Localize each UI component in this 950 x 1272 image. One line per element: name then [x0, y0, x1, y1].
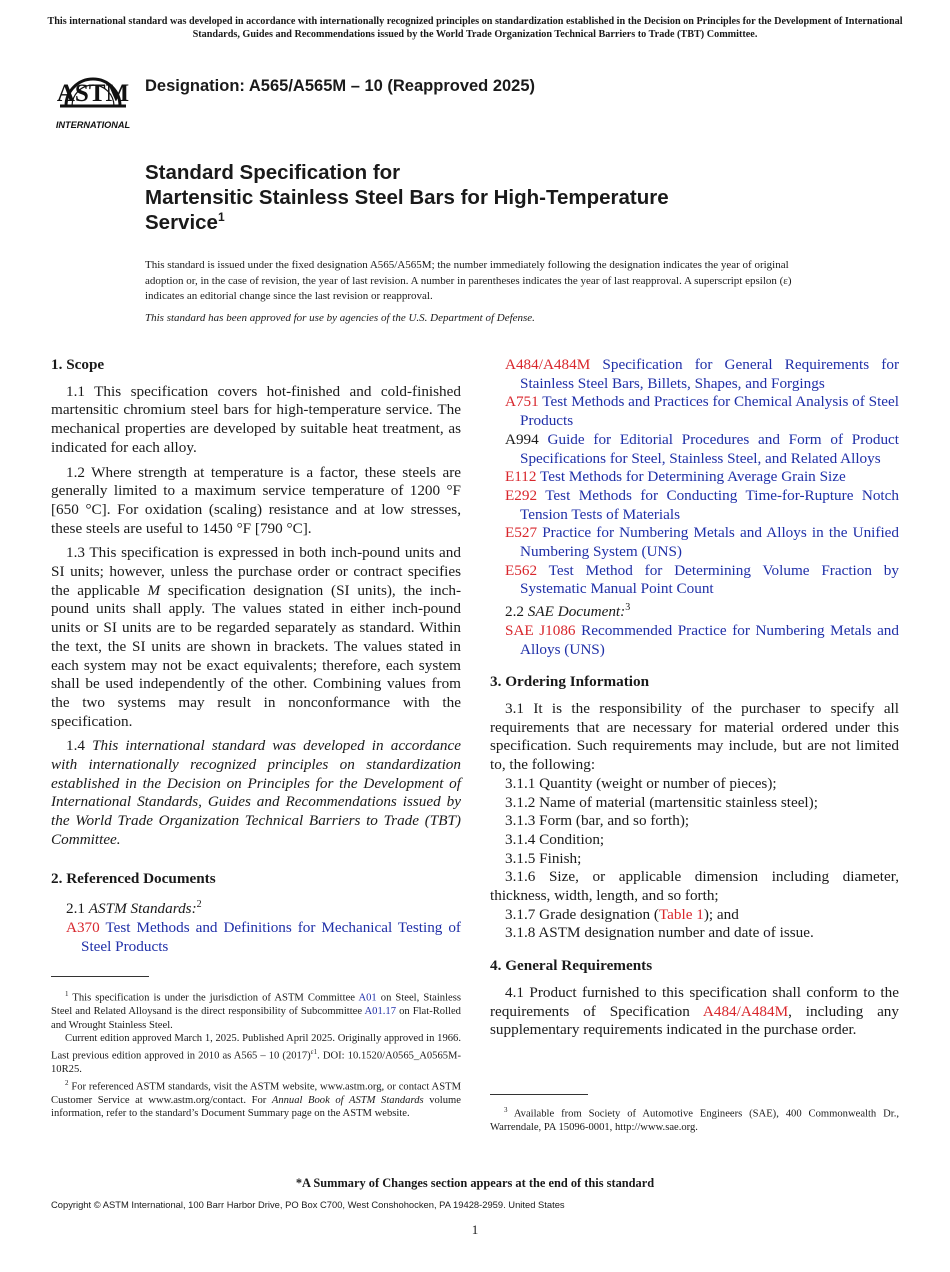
ref-title-link[interactable]: Recommended Practice for Numbering Metals and Alloys (UNS) — [520, 621, 899, 658]
ref-item-a994[interactable] — [490, 431, 899, 468]
scope-heading: 1. Scope — [51, 356, 105, 373]
ref-item-a751[interactable] — [490, 393, 899, 430]
ordering-3-1-5: 3.1.5 Finish; — [505, 849, 582, 867]
ref-item-e562[interactable] — [490, 562, 899, 599]
ordering-3-1-8: 3.1.8 ASTM designation number and date of issue. — [505, 924, 814, 942]
ordering-3-1-4: 3.1.4 Condition; — [505, 830, 605, 848]
ref-item-a484[interactable] — [490, 356, 899, 393]
ordering-3-1-3: 3.1.3 Form (bar, and so forth); — [505, 812, 690, 830]
ref-item-e112[interactable] — [490, 468, 899, 487]
dod-approval-note: This standard has been approved for use by agencies of the U.S. Department of Defense. — [145, 312, 535, 324]
ref-code-link[interactable]: E292 — [505, 486, 538, 504]
ref-code: A994 — [505, 430, 539, 448]
footnote-1: $^1$ This specification is under the jurisdiction of ASTM Committee A01 on Steel, Stainless Steel and Related Alloysand is the direct responsibility of Subcommittee A01.17 on Flat-Rolled and Wrought Stainless Steel. — [51, 990, 461, 1031]
logo-lettering: ASTM — [56, 80, 130, 107]
ref-title-link[interactable]: Test Methods and Practices for Chemical Analysis of Steel Products — [520, 393, 900, 430]
astm-international-logo — [52, 56, 134, 132]
ordering-3-1-7: 3.1.7 Grade designation (Table 1); and — [505, 905, 739, 923]
right-column — [490, 356, 899, 1046]
ref-item-e292[interactable] — [490, 487, 899, 524]
general-requirements-heading: 4. General Requirements — [490, 957, 653, 975]
footnote-rule-left — [51, 976, 149, 977]
ref-code-link[interactable]: E562 — [505, 561, 538, 579]
designation: Designation: A565/A565M – 10 (Reapproved 2025) — [145, 77, 536, 95]
ref-title-link[interactable]: Guide for Editorial Procedures and Form of Product Specifications for Steel, Stainless Steel, and Related Alloys — [520, 430, 899, 467]
title-footnote-mark: 1 — [217, 210, 225, 225]
scope-1-3: 1.3 This specification is expressed in both inch-pound units and SI units; however, unless the purchase order or contract specifies the applicable M specification designation (SI units), the inch-pound units shall apply. The values stated in either inch-pound units or SI units are to be regarded separately as standard. Within the text, the SI units are shown in brackets. The values stated in each system may not be exact equivalents; therefore, each system shall be used independently of the other. Combining values from the two systems may result in nonconformance with the specification. — [51, 544, 461, 730]
ref-title-link[interactable]: Practice for Numbering Metals and Alloys in the Unified Numbering System (UNS) — [520, 524, 900, 561]
ref-item-a370[interactable] — [51, 919, 461, 956]
page-number: 1 — [471, 1222, 479, 1237]
scope-1-2: 1.2 Where strength at temperature is a factor, these steels are generally limited to a maximum service temperature of 1200 °F [650 °C]. For oxidation (scaling) resistance and at low stresses, these steels are useful to 1450 °F [790 °C]. — [51, 463, 461, 537]
ref-item-sae-j1086[interactable] — [490, 622, 899, 659]
ref-code-link[interactable]: A484/A484M — [505, 356, 591, 373]
committee-a01-link[interactable]: A01 — [358, 992, 377, 1004]
a484-link[interactable]: A484/A484M — [702, 1002, 789, 1020]
ref-title-link[interactable]: Test Methods for Conducting Time-for-Rupture Notch Tension Tests of Materials — [520, 486, 899, 523]
title-line-2: Martensitic Stainless Steel Bars for High-Temperature — [145, 186, 669, 209]
ordering-3-1: 3.1 It is the responsibility of the purchaser to specify all requirements that are necessary for material ordered under this specification. Such requirements may include, but are not limited to, the following: — [490, 700, 899, 774]
ref-code-link[interactable]: E527 — [505, 524, 538, 542]
logo-subtext: INTERNATIONAL — [55, 120, 131, 130]
footnote-2: $^2$ For referenced ASTM standards, visit the ASTM website, www.astm.org, or contact ASTM Customer Service at www.astm.org/contact. For Annual Book of ASTM Standards volume information, refer to the standard’s Document Summary page on the ASTM website. — [51, 1078, 461, 1120]
footnotes-left — [51, 988, 461, 1121]
scope-1-1: 1.1 This specification covers hot-finished and cold-finished martensitic chromium steel bars for high-temperature service. The mechanical properties are developed by suitable heat treatment, as indicated for each alloy. — [51, 382, 461, 456]
ordering-3-1-2: 3.1.2 Name of material (martensitic stainless steel); — [505, 793, 818, 811]
international-standard-notice: This international standard was developed in accordance with internationally recognized principles on standardization established in the Decision on Principles for the Development of International Standards, Guides and Recommendations issued by the World Trade Organization Technical Barriers to Trade (TBT) Committee. — [47, 16, 903, 40]
ref-title-link[interactable]: Test Methods for Determining Average Grain Size — [540, 468, 846, 486]
ref-code-link[interactable]: A751 — [505, 393, 539, 411]
subcommittee-a01-17-link[interactable]: A01.17 — [364, 1006, 397, 1018]
title-line-3: Service — [145, 211, 218, 234]
ref-title-link[interactable]: Test Method for Determining Volume Fraction by Systematic Manual Point Count — [520, 561, 899, 598]
ref-title-link[interactable]: Test Methods and Definitions for Mechanical Testing of Steel Products — [81, 919, 461, 955]
ref-code-link[interactable]: A370 — [66, 919, 100, 937]
ordering-information-heading: 3. Ordering Information — [490, 673, 650, 691]
sae-document-label: 2.2 SAE Document:$^3$ — [505, 602, 631, 621]
document-title — [145, 160, 845, 235]
table-1-link[interactable]: Table 1 — [658, 905, 704, 923]
footnotes-right — [490, 1104, 899, 1135]
ref-code-link[interactable]: E112 — [505, 468, 537, 486]
left-column — [51, 356, 461, 956]
astm-standards-label: 2.1 ASTM Standards:$^2$ — [66, 899, 202, 918]
scope-1-4: 1.4 This international standard was developed in accordance with internationally recognized principles on standardization established in the Decision on Principles for the Development of International Standards, Guides and Recommendations issued by the World Trade Organization Technical Barriers to Trade (TBT) Committee. — [51, 737, 462, 848]
ref-item-e527[interactable] — [490, 524, 899, 561]
copyright-line: Copyright © ASTM International, 100 Barr Harbor Drive, PO Box C700, West Conshohocken, PA 19428-2959. United States — [51, 1199, 565, 1210]
footnote-1-edition: Current edition approved March 1, 2025. Published April 2025. Originally approved in 1966. Last previous edition approved in 2010 as A565 – 10 $(2017)^{\varepsilon 1}$. DOI: 10.1520/A0565_A0565M-10R25. — [51, 1033, 461, 1076]
summary-of-changes-note: *A Summary of Changes section appears at the end of this standard — [295, 1176, 655, 1190]
ref-code-link[interactable]: SAE J1086 — [505, 621, 576, 639]
footnote-3: $^3$ Available from Society of Automotive Engineers (SAE), 400 Commonwealth Dr., Warrendale, PA 15096-0001, http://www.sae.org. — [490, 1106, 899, 1134]
referenced-documents-heading: 2. Referenced Documents — [51, 869, 216, 887]
ref-title-link[interactable]: Specification for General Requirements for Stainless Steel Bars, Billets, Shapes, and Forgings — [520, 356, 900, 392]
ordering-3-1-1: 3.1.1 Quantity (weight or number of pieces); — [505, 774, 777, 792]
general-4-1: 4.1 Product furnished to this specification shall conform to the requirements of Specification A484/A484M, including any supplementary requirements indicated in the purchase order. — [490, 983, 899, 1039]
intro-paragraph: This standard is issued under the fixed designation A565/A565M; the number immediately following the designation indicates the year of original adoption or, in the case of revision, the year of last revision. A number in parentheses indicates the year of last reapproval. A superscript epsilon (ε) indicates an editorial change since the last revision or reapproval. — [145, 259, 792, 302]
title-line-1: Standard Specification for — [145, 161, 401, 184]
footnote-rule-right — [490, 1094, 588, 1095]
ordering-3-1-6: 3.1.6 Size, or applicable dimension including diameter, thickness, width, length, and so forth; — [490, 868, 899, 905]
